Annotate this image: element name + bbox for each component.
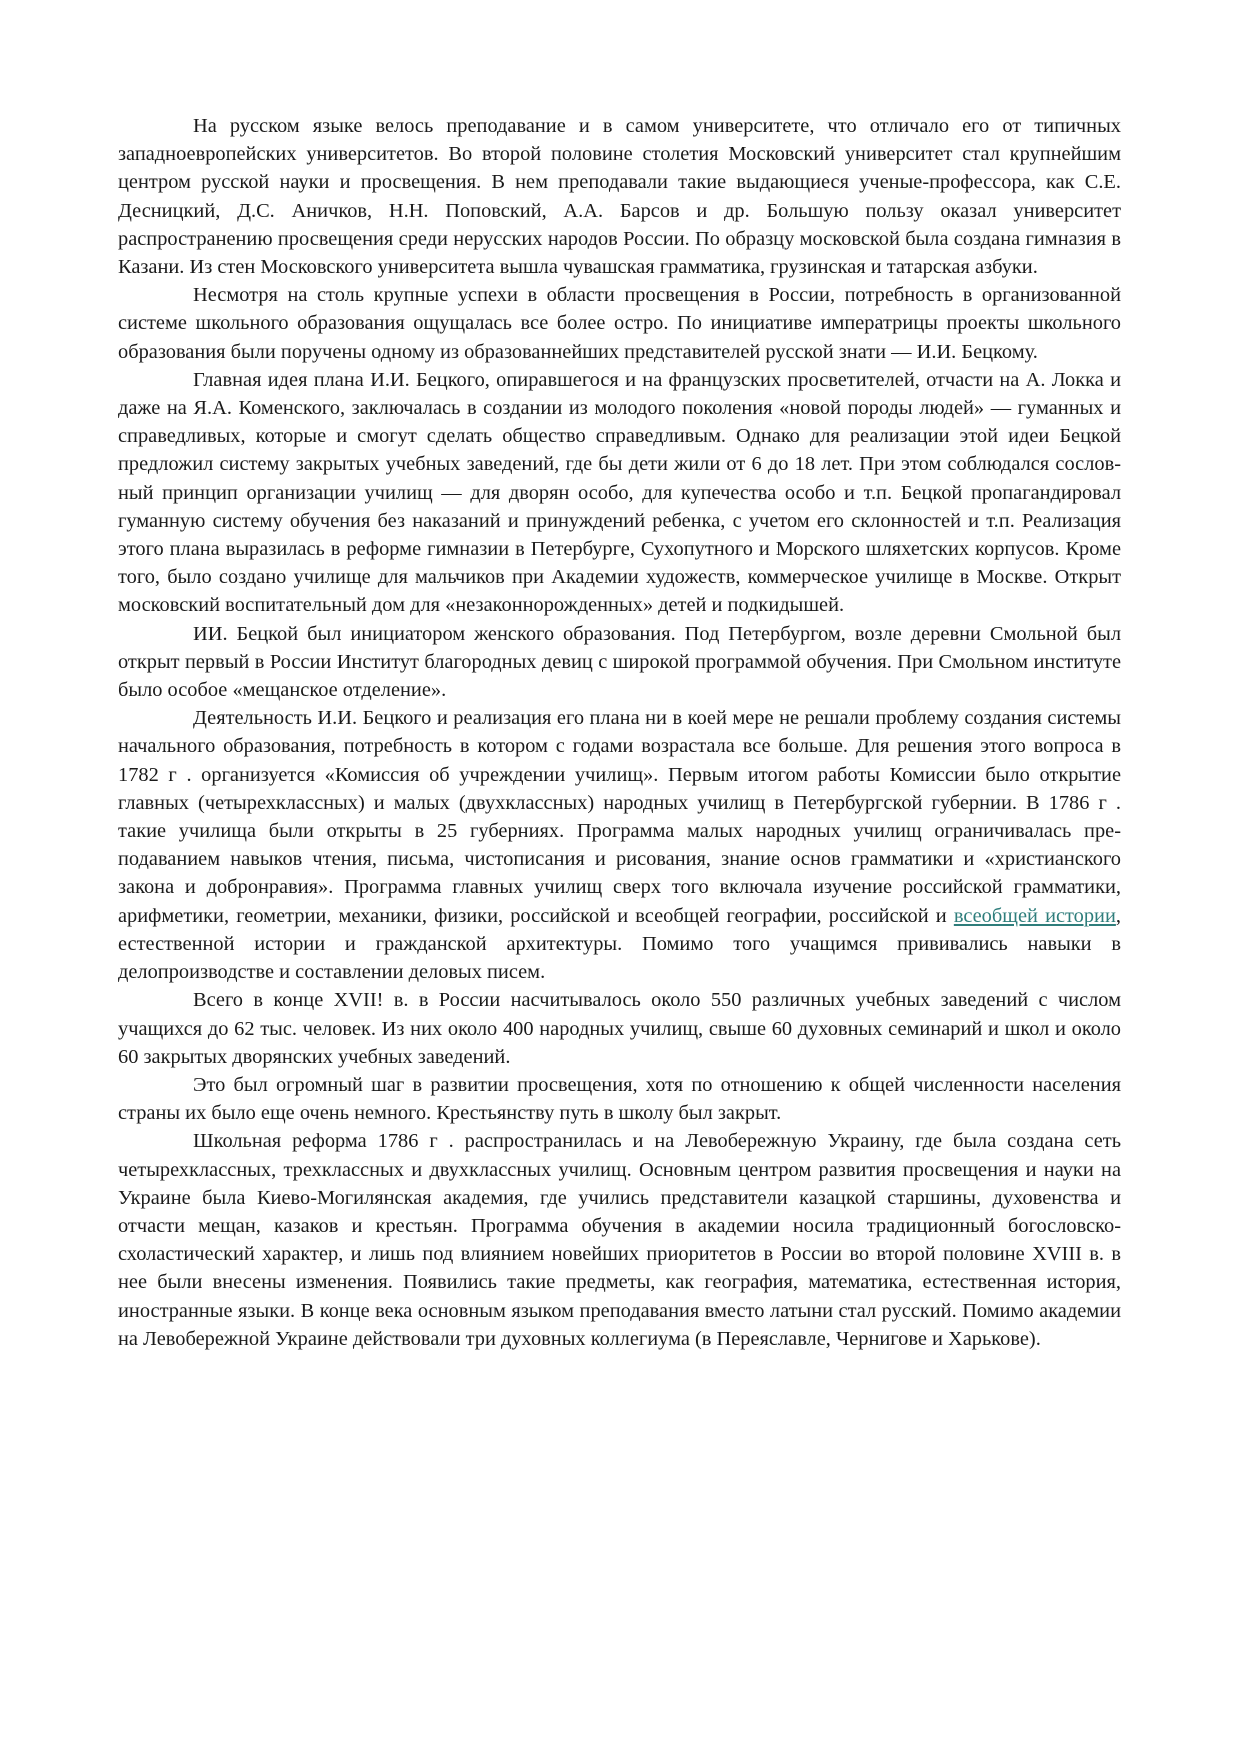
paragraph-1: На русском языке велось преподавание и в самом университете, что отличало его от типичных западноевропейских университетов. Во второй половине столетия Московский университет стал крупнейшим центром русской науки и просвещения. В нем преподавали такие выдающиеся ученые-профессора, как С.Е. Десницкий, Д.С. Аничков, Н.Н. Поповский, А.А. Барсов и др. Большую пользу оказал университет распространению просвещения среди нерусских народов России. По образцу московской была создана гимназия в Казани. Из стен Московского университета вышла чувашская грамматика, грузинская и татарская азбуки. [118,115,1121,279]
paragraph-5-text-start: Деятельность И.И. Бецкого и реализация его плана ни в коей мере не решали проблему создания системы начального образования, потребность в котором с годами возрастала все больше. Для решения этого вопроса в 1782 г . организуется «Комиссия об учреждении училищ». Первым итогом работы Комиссии было открытие главных (четырехклассных) и малых (двухклассных) народных училищ в Петербургской губернии. В 1786 г . такие училища были открыты в 25 губерниях. Программа малых народных училищ ограничивалась преподаванием навыков чтения, письма, чистописания и рисования, знание основ грамматики и «христианского закона и добронравия». Программа главных училищ сверх того включала изучение российской грамматики, арифметики, геометрии, механики, физики, российской и всеобщей географии, российской и [118,707,1121,927]
paragraph-5 [118,704,1121,986]
paragraph-6: Всего в конце XVII! в. в России насчитывалось около 550 различных учебных заведений с числом учащихся до 62 тыс. человек. Из них около 400 народных училищ, свыше 60 духовных семинарий и школ и около 60 закрытых дворянских учебных заведений. [118,989,1121,1068]
paragraph-7: Это был огромный шаг в развитии просвещения, хотя по отношению к общей численности населения страны их было еще очень немного. Крестьянству путь в школу был закрыт. [118,1073,1121,1125]
document-page [118,112,1121,1353]
paragraph-5-text-end: , естественной истории и гражданской архитектуры. Помимо того учащимся прививались навыки в делопроизводстве и составлении деловых писем. [118,904,1121,984]
paragraph-3: Главная идея плана И.И. Бецкого, опиравшегося и на французских просветителей, отчасти на А. Локка и даже на Я.А. Коменского, заключалась в создании из молодого поколения «новой породы людей» — гуманных и справедливых, которые и смогут сделать общество справедливым. Однако для реализации этой идеи Бецкой предложил систему закрытых учебных заведений, где бы дети жили от 6 до 18 лет. При этом соблюдался сословный принцип организации училищ — для дворян особо, для купечества особо и т.п. Бецкой пропагандировал гуманную систему обучения без наказаний и принуждений ребенка, с учетом его склонностей и т.п. Реализация этого плана выразилась в реформе гимназии в Петербурге, Сухопутного и Морского шляхетских корпусов. Кроме того, было создано училище для мальчиков при Академии художеств, коммерческое училище в Москве. Открыт московский воспитательный дом для «незаконнорожденных» детей и подкидышей. [118,368,1121,617]
paragraph-8: Школьная реформа 1786 г . распространилась и на Левобережную Украину, где была создана сеть четырехклассных, трехклассных и двухклассных училищ. Основным центром развития просвещения и науки на Украине была Киево-Могилянская академия, где учились представители казацкой старшины, духовенства и отчасти мещан, казаков и крестьян. Программа обучения в академии носила традиционный богословско-схоластический характер, и лишь под влиянием новейших приоритетов в России во второй половине XVIII в. в нее были внесены изменения. Появились такие предметы, как география, математика, естественная история, иностранные языки. В конце века основным языком преподавания вместо латыни стал русский. Помимо академии на Левобережной Украине действовали три духовных коллегиума (в Переяславле, Чернигове и Харькове). [118,1130,1121,1350]
history-link[interactable]: всеобщей истории [953,904,1116,927]
paragraph-4: ИИ. Бецкой был инициатором женского образования. Под Петербургом, возле деревни Смольной был открыт первый в России Институт благородных девиц с широкой программой обучения. При Смольном институте было особое «мещанское отделение». [118,622,1121,702]
paragraph-2: Несмотря на столь крупные успехи в области просвещения в России, потребность в организованной системе школьного образования ощущалась все более остро. По инициативе императрицы проекты школьного образования были поручены одному из образованнейших представителей русской знати — И.И. Бецкому. [118,284,1121,363]
